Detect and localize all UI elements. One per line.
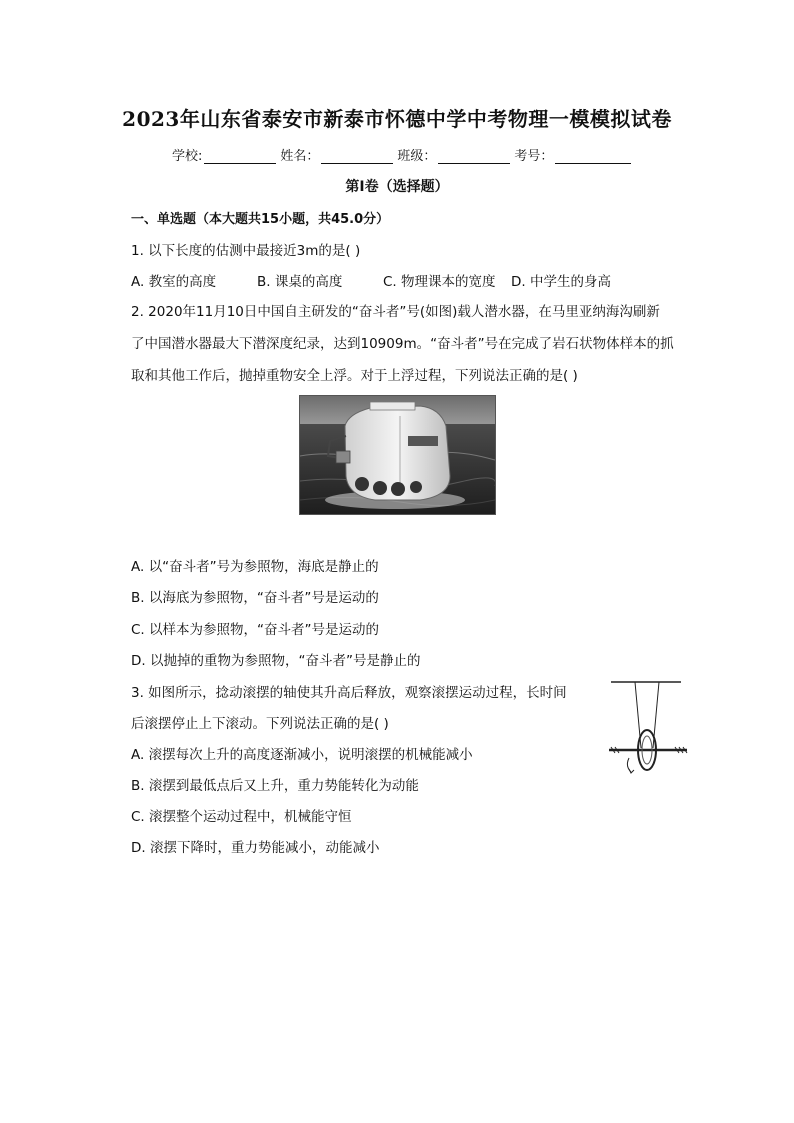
class-blank[interactable] bbox=[438, 149, 510, 164]
question-2-option-b[interactable]: B. 以海底为参照物，“奋斗者”号是运动的 bbox=[131, 590, 379, 606]
question-3-option-c[interactable]: C. 滚摆整个运动过程中，机械能守恒 bbox=[131, 809, 352, 825]
question-3-option-d[interactable]: D. 滚摆下降时，重力势能减小，动能减小 bbox=[131, 840, 380, 856]
question-3-option-a[interactable]: A. 滚摆每次上升的高度逐渐减小，说明滚摆的机械能减小 bbox=[131, 747, 473, 763]
question-3-stem-line-1: 3. 如图所示，捻动滚摆的轴使其升高后释放，观察滚摆运动过程，长时间 bbox=[131, 685, 567, 701]
class-field[interactable] bbox=[397, 145, 510, 164]
school-blank[interactable] bbox=[204, 149, 276, 164]
question-3-option-b[interactable]: B. 滚摆到最低点后又上升，重力势能转化为动能 bbox=[131, 778, 419, 794]
name-label: 姓名： bbox=[280, 149, 320, 164]
name-blank[interactable] bbox=[321, 149, 393, 164]
name-field[interactable] bbox=[280, 145, 393, 164]
school-label: 学校: bbox=[172, 149, 203, 164]
question-3-stem-line-2: 后滚摆停止上下滚动。下列说法正确的是( ) bbox=[131, 716, 389, 732]
question-1-stem: 1. 以下长度的估测中最接近3m的是( ) bbox=[131, 243, 361, 259]
maxwell-pendulum-diagram bbox=[603, 676, 693, 776]
submersible-photo bbox=[299, 395, 496, 515]
exam-number-label: 考号： bbox=[514, 149, 554, 164]
question-2-stem-line-2: 了中国潜水器最大下潜深度纪录，达到10909m。“奋斗者”号在完成了岩石状物体样本的抓 bbox=[131, 336, 674, 352]
section-title: 一、单选题（本大题共15小题，共45.0分） bbox=[131, 212, 390, 227]
exam-number-blank[interactable] bbox=[555, 149, 631, 164]
question-2-stem-line-3: 取和其他工作后，抛掉重物安全上浮。对于上浮过程，下列说法正确的是( ) bbox=[131, 368, 578, 384]
question-1-options bbox=[131, 270, 611, 290]
class-label: 班级： bbox=[397, 149, 437, 164]
question-1-option-d[interactable]: D. 中学生的身高 bbox=[511, 274, 611, 290]
question-1-option-b[interactable]: B. 课桌的高度 bbox=[257, 274, 343, 290]
exam-number-field[interactable] bbox=[514, 145, 631, 164]
question-1-option-c[interactable]: C. 物理课本的宽度 bbox=[383, 274, 496, 290]
question-2-option-c[interactable]: C. 以样本为参照物，“奋斗者”号是运动的 bbox=[131, 622, 379, 638]
question-2-option-d[interactable]: D. 以抛掉的重物为参照物，“奋斗者”号是静止的 bbox=[131, 653, 421, 669]
question-1-option-a[interactable]: A. 教室的高度 bbox=[131, 274, 217, 290]
question-2-stem-line-1: 2. 2020年11月10日中国自主研发的“奋斗者”号(如图)载人潜水器，在马里亚纳海沟刷新 bbox=[131, 304, 660, 320]
question-2-option-a[interactable]: A. 以“奋斗者”号为参照物，海底是静止的 bbox=[131, 559, 379, 575]
student-info-row bbox=[172, 145, 635, 164]
volume-title: 第I卷（选择题） bbox=[345, 179, 449, 195]
school-field[interactable] bbox=[172, 145, 276, 164]
exam-title: 2023年山东省泰安市新泰市怀德中学中考物理一模模拟试卷 bbox=[122, 107, 672, 131]
